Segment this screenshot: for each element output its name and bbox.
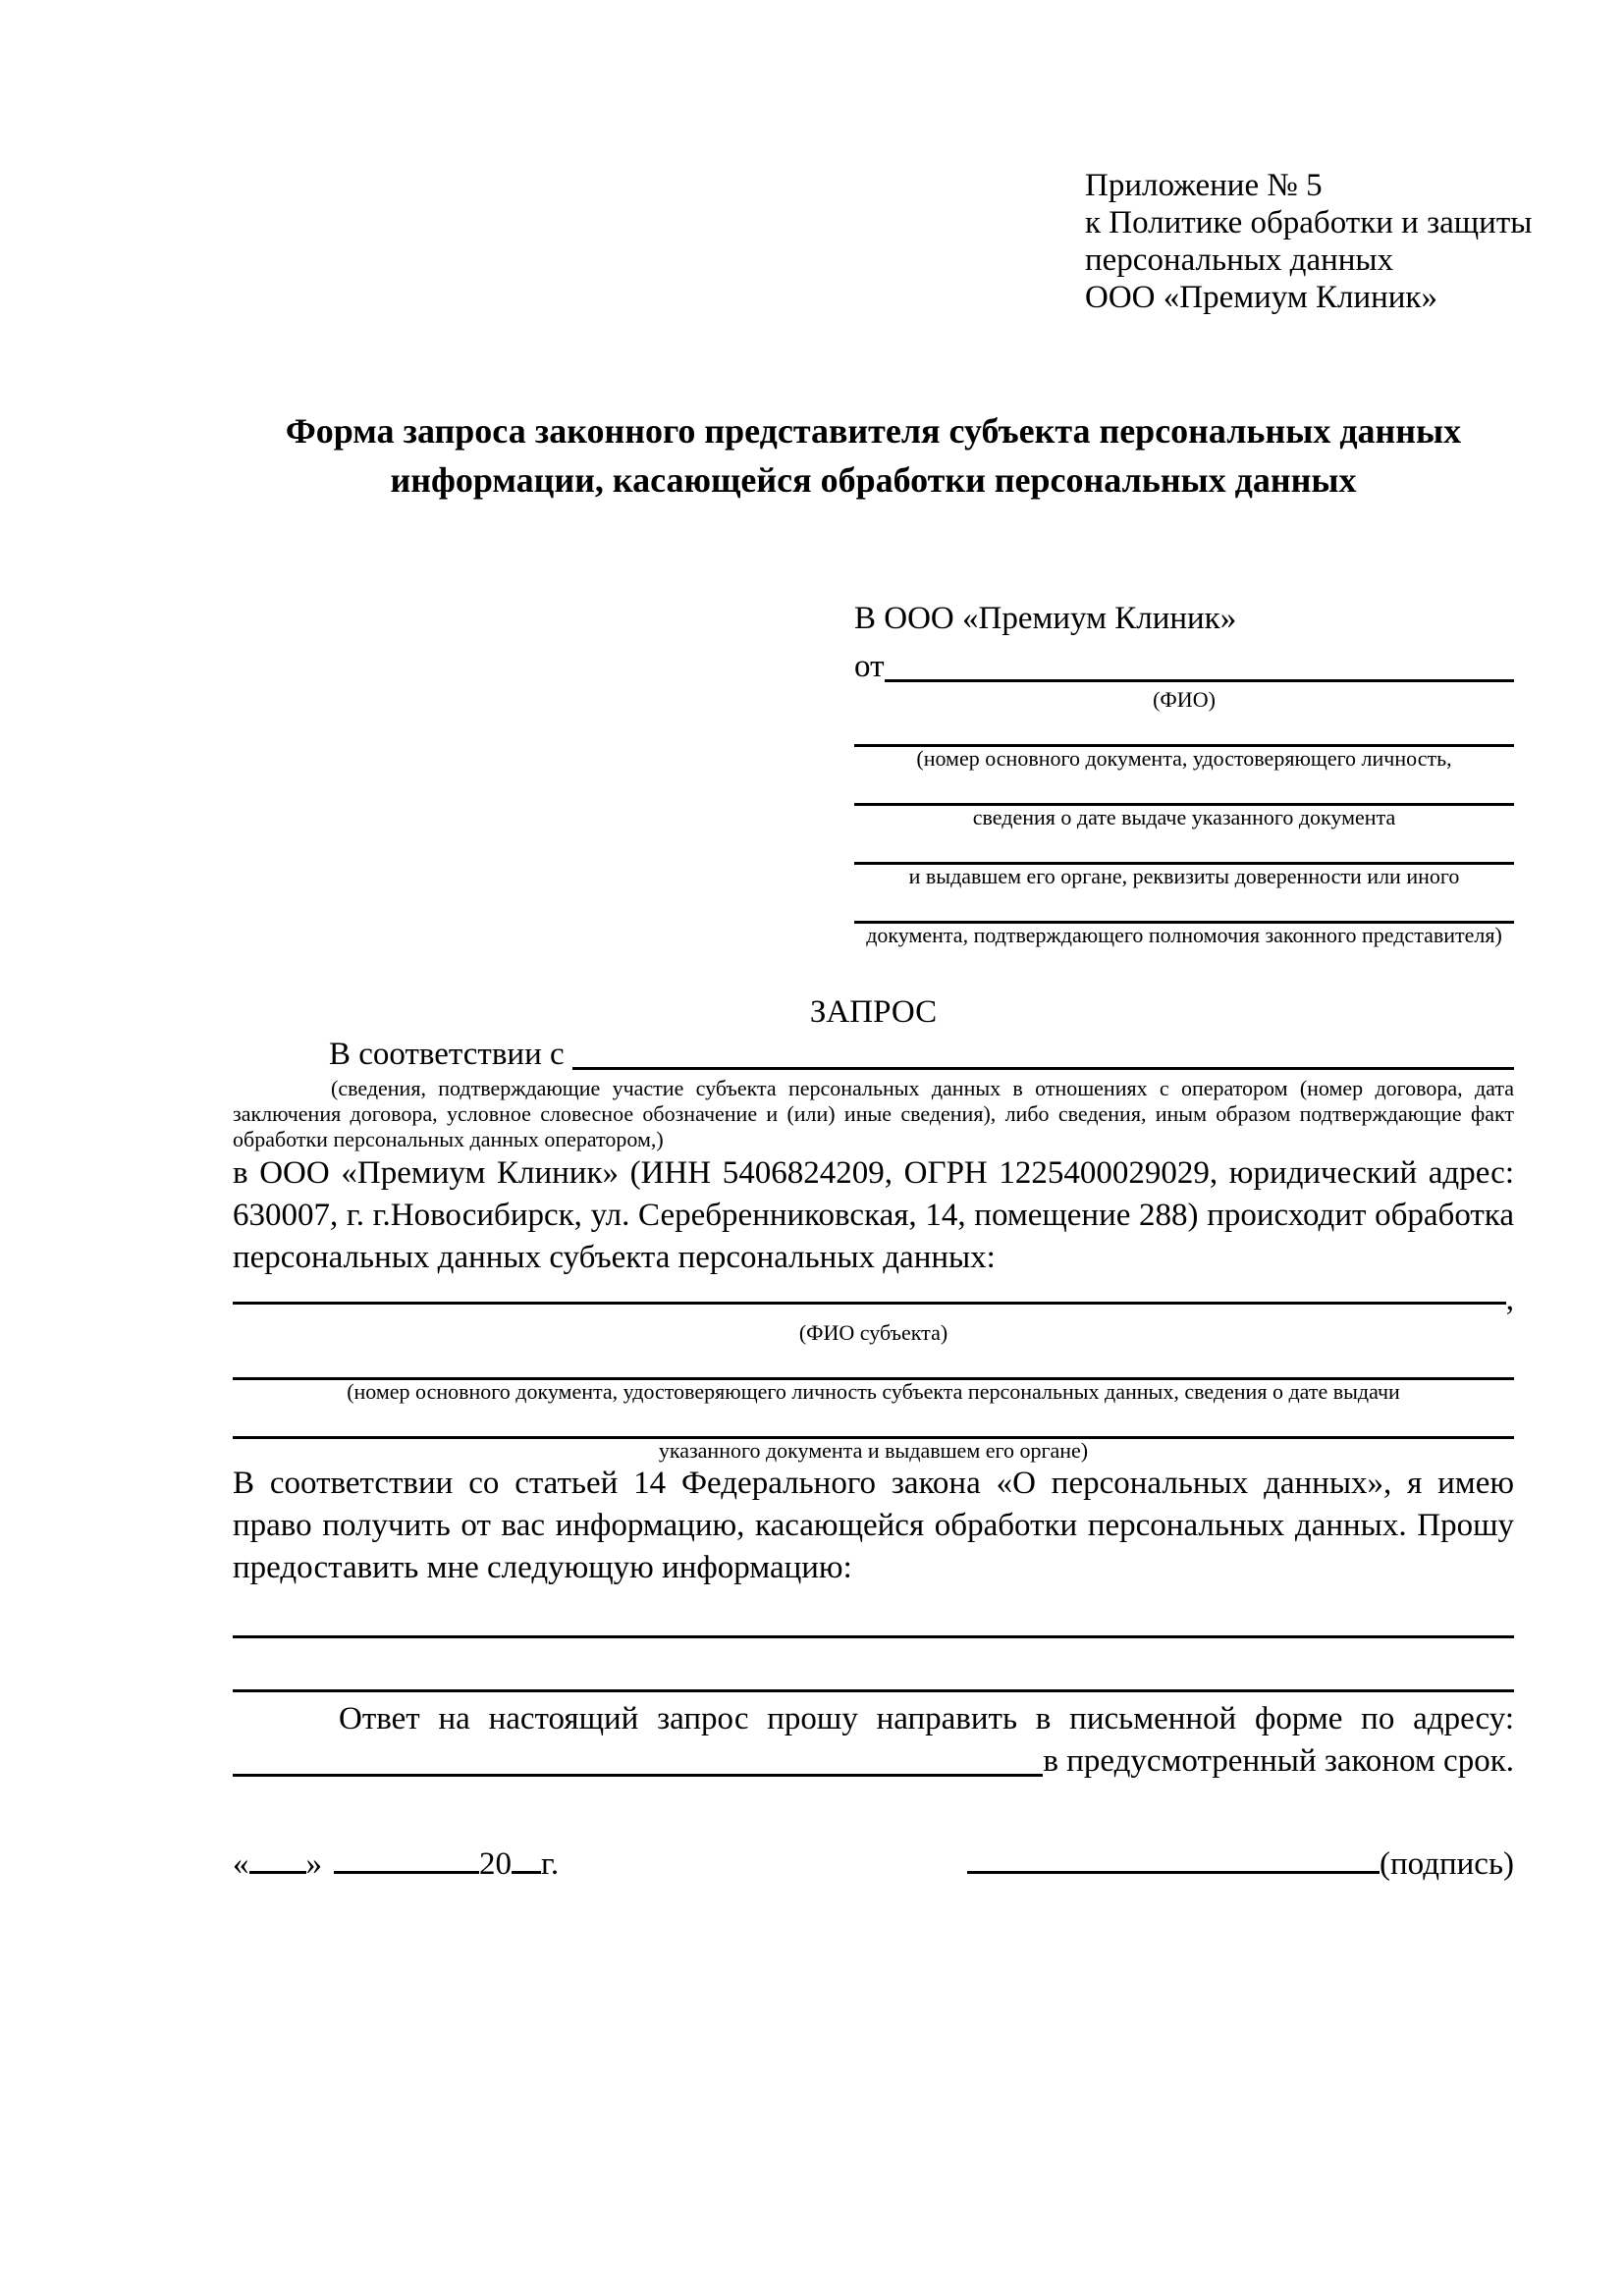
year-prefix: 20 xyxy=(479,1846,512,1882)
answer-block xyxy=(233,1698,1514,1783)
from-label: от xyxy=(854,649,885,684)
basis-label: В соответствии с xyxy=(329,1037,565,1072)
basis-caption: (сведения, подтверждающие участие субъекта персональных данных в отношениях с оператором (номер договора, дата заключения договора, условное словесное обозначение и (или) иные сведения), либо сведения, иным образом подтверждающие факт обработки персональных данных оператором,) xyxy=(233,1076,1514,1151)
rep-doc-caption-2: сведения о дате выдаче указанного документа xyxy=(972,805,1396,829)
date-day-field[interactable] xyxy=(249,1844,306,1874)
rep-doc-line-1[interactable] xyxy=(854,712,1514,747)
form-title-line-2: информации, касающейся обработки персональных данных xyxy=(390,460,1357,500)
rep-doc-line-2[interactable] xyxy=(854,771,1514,806)
basis-row xyxy=(233,1034,1514,1076)
day-open-quote: « xyxy=(233,1846,249,1882)
requested-info-block xyxy=(233,1589,1514,1692)
date-year-field[interactable] xyxy=(512,1844,541,1874)
subject-doc-caption-2: указанного документа и выдавшем его органе) xyxy=(658,1438,1089,1463)
footer-row xyxy=(233,1843,1514,1886)
answer-lead: Ответ на настоящий запрос прошу направить в письменной форме по адресу: xyxy=(339,1701,1514,1736)
year-suffix: г. xyxy=(541,1846,560,1882)
subject-doc-block-2 xyxy=(233,1404,1514,1463)
requested-info-line-1[interactable] xyxy=(233,1589,1514,1638)
rep-doc-field-3 xyxy=(854,829,1514,888)
appendix-line-2: к Политике обработки и защиты xyxy=(1085,205,1533,240)
rep-doc-line-3[interactable] xyxy=(854,829,1514,865)
response-address-field[interactable] xyxy=(233,1740,1043,1777)
appendix-line-3: персональных данных xyxy=(1085,242,1394,278)
form-title-line-1: Форма запроса законного представителя субъекта персональных данных xyxy=(285,411,1462,451)
subject-fio-block xyxy=(233,1279,1514,1345)
subject-doc-line-1[interactable] xyxy=(233,1345,1514,1380)
subject-fio-comma: , xyxy=(1505,1282,1514,1317)
subject-fio-caption: (ФИО субъекта) xyxy=(798,1320,948,1345)
request-heading: ЗАПРОС xyxy=(809,994,938,1030)
addressee-company: В ООО «Премиум Клиник» xyxy=(854,601,1237,636)
subject-doc-line-2[interactable] xyxy=(233,1404,1514,1439)
fio-caption: (ФИО) xyxy=(1153,687,1216,712)
from-row xyxy=(854,646,1514,688)
subject-doc-block-1 xyxy=(233,1345,1514,1404)
date-group xyxy=(233,1843,559,1886)
rep-doc-caption-3: и выдавшем его органе, реквизиты доверенности или иного xyxy=(908,864,1460,888)
rep-doc-caption-1: (номер основного документа, удостоверяющего личность, xyxy=(916,746,1452,771)
subject-fio-field[interactable] xyxy=(233,1279,1506,1305)
rep-doc-field-4 xyxy=(854,888,1514,947)
basis-field[interactable] xyxy=(572,1034,1514,1070)
rep-doc-field-2 xyxy=(854,771,1514,829)
subject-doc-caption-1: (номер основного документа, удостоверяющего личность субъекта персональных данных, сведения о дате выдачи xyxy=(347,1379,1400,1404)
operator-paragraph: в ООО «Премиум Клиник» (ИНН 5406824209, ОГРН 1225400029029, юридический адрес: 630007, г. г.Новосибирск, ул. Серебренниковская, 14, помещение 288) происходит обработка персональных данных субъекта персональных данных: xyxy=(233,1155,1514,1275)
addressee-block xyxy=(854,598,1514,947)
rep-doc-caption-4: документа, подтверждающего полномочия законного представителя) xyxy=(866,923,1502,947)
signature-field[interactable] xyxy=(967,1844,1380,1874)
appendix-note xyxy=(1085,167,1533,316)
day-close-quote: » xyxy=(305,1846,322,1882)
representative-fio-field[interactable] xyxy=(885,646,1515,682)
rep-doc-field-1 xyxy=(854,712,1514,771)
appendix-line-1: Приложение № 5 xyxy=(1085,168,1323,203)
form-title xyxy=(233,406,1514,505)
signature-group xyxy=(967,1843,1514,1886)
appendix-line-4: ООО «Премиум Клиник» xyxy=(1085,280,1437,315)
requested-info-line-2[interactable] xyxy=(233,1638,1514,1692)
law-paragraph: В соответствии со статьей 14 Федерального закона «О персональных данных», я имею право получить от вас информацию, касающейся обработки персональных данных. Прошу предоставить мне следующую информацию: xyxy=(233,1466,1514,1585)
signature-caption: (подпись) xyxy=(1380,1846,1514,1882)
date-month-field[interactable] xyxy=(334,1844,479,1874)
answer-tail: в предусмотренный законом срок. xyxy=(1043,1743,1514,1779)
rep-doc-line-4[interactable] xyxy=(854,888,1514,924)
